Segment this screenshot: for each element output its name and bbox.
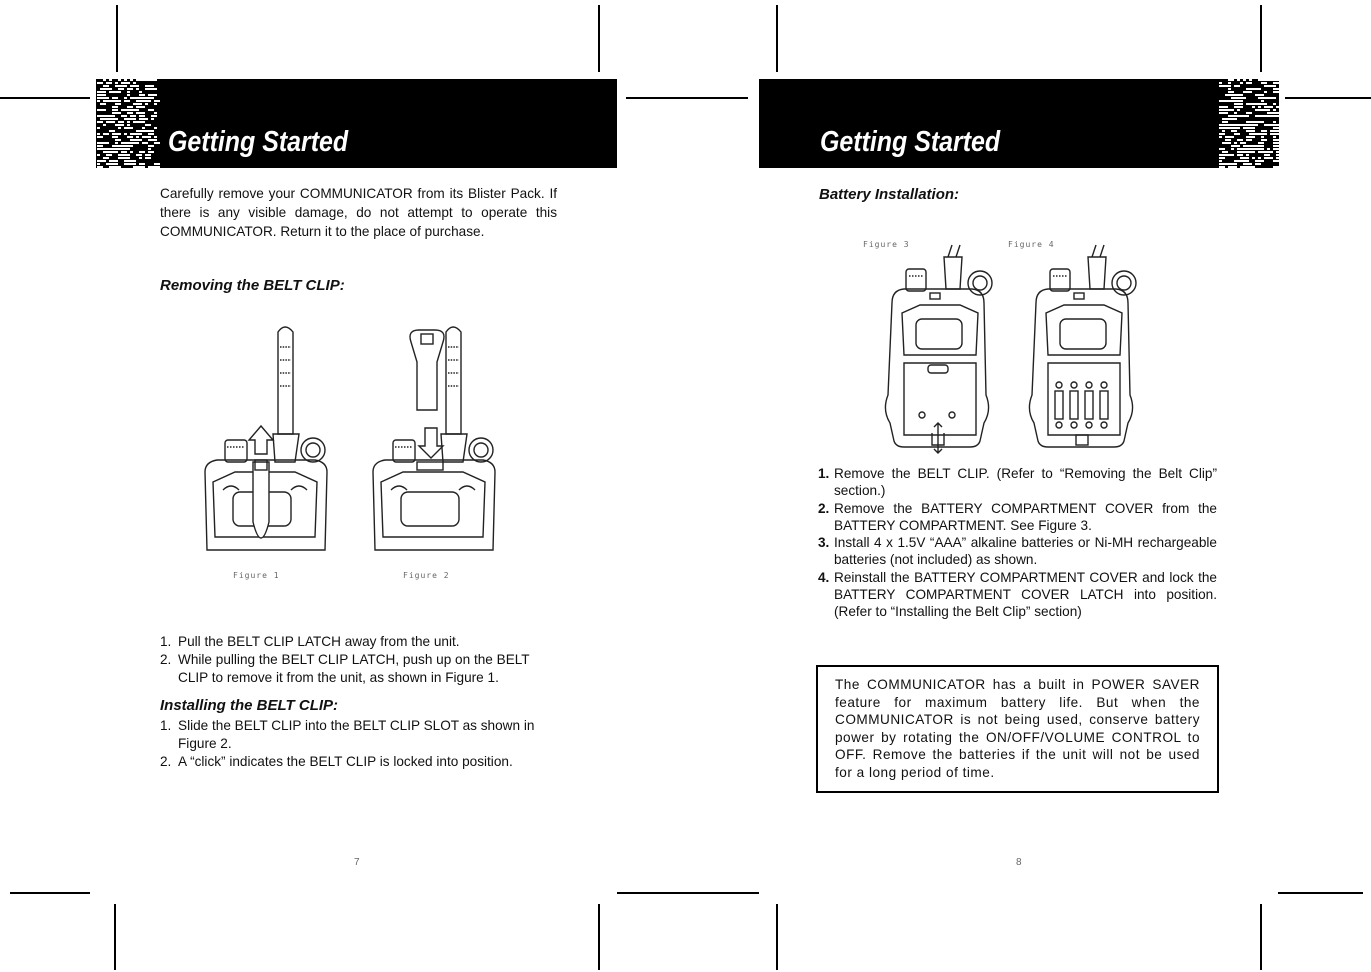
installing-steps-list	[160, 717, 558, 771]
page-number-right: 8	[1016, 857, 1022, 868]
list-item: 1. Remove the BELT CLIP. (Refer to “Removing the Belt Clip” section.)	[818, 466, 1217, 499]
list-item: 4. Reinstall the BATTERY COMPARTMENT COVER and lock the BATTERY COMPARTMENT COVER LATCH into position. (Refer to “Installing the Belt Clip” section)	[818, 569, 1217, 620]
left-header-title: Getting Started	[168, 126, 349, 158]
power-saver-note: The COMMUNICATOR has a built in POWER SAVER feature for maximum battery life. But when the COMMUNICATOR is not being used, conserve battery power by rotating the ON/OFF/VOLUME CONTROL to OFF. Remove the batteries if the unit will not be used for a long period of time.	[816, 665, 1219, 793]
figure-2-drawing	[373, 327, 495, 550]
removing-belt-clip-heading: Removing the BELT CLIP:	[160, 277, 345, 294]
list-item: 2. While pulling the BELT CLIP LATCH, push up on the BELT CLIP to remove it from the unit, as shown in Figure 1.	[160, 652, 530, 685]
battery-steps-list	[818, 465, 1217, 621]
left-header-pattern	[97, 79, 157, 168]
list-item: 1. Slide the BELT CLIP into the BELT CLIP SLOT as shown in Figure 2.	[160, 718, 535, 751]
page-number-left: 7	[354, 857, 360, 868]
figure-3-label: Figure 3	[863, 240, 910, 249]
intro-paragraph: Carefully remove your COMMUNICATOR from its Blister Pack. If there is any visible damage, do not attempt to operate this COMMUNICATOR. Return it to the place of purchase.	[160, 186, 557, 239]
installing-belt-clip-heading: Installing the BELT CLIP:	[160, 697, 339, 714]
figure-2-label: Figure 2	[403, 571, 450, 580]
removing-steps-list	[160, 633, 558, 687]
list-item: 3. Install 4 x 1.5V “AAA” alkaline batteries or Ni-MH rechargeable batteries (not included) as shown.	[818, 535, 1217, 568]
list-item: 1. Pull the BELT CLIP LATCH away from the unit.	[160, 634, 460, 649]
figure-3-drawing	[885, 245, 992, 453]
right-header-pattern	[1219, 79, 1279, 168]
figure-4-drawing	[1029, 245, 1136, 447]
figure-1-drawing	[205, 327, 327, 550]
figure-3-4-illustration	[880, 245, 1150, 455]
figure-1-2-illustration	[195, 322, 505, 557]
figure-4-label: Figure 4	[1008, 240, 1055, 249]
battery-installation-heading: Battery Installation:	[819, 186, 960, 203]
list-item: 2. A “click” indicates the BELT CLIP is locked into position.	[160, 754, 513, 769]
figure-1-label: Figure 1	[233, 571, 280, 580]
right-header-title: Getting Started	[820, 126, 1001, 158]
list-item: 2. Remove the BATTERY COMPARTMENT COVER from the BATTERY COMPARTMENT. See Figure 3.	[818, 500, 1217, 533]
